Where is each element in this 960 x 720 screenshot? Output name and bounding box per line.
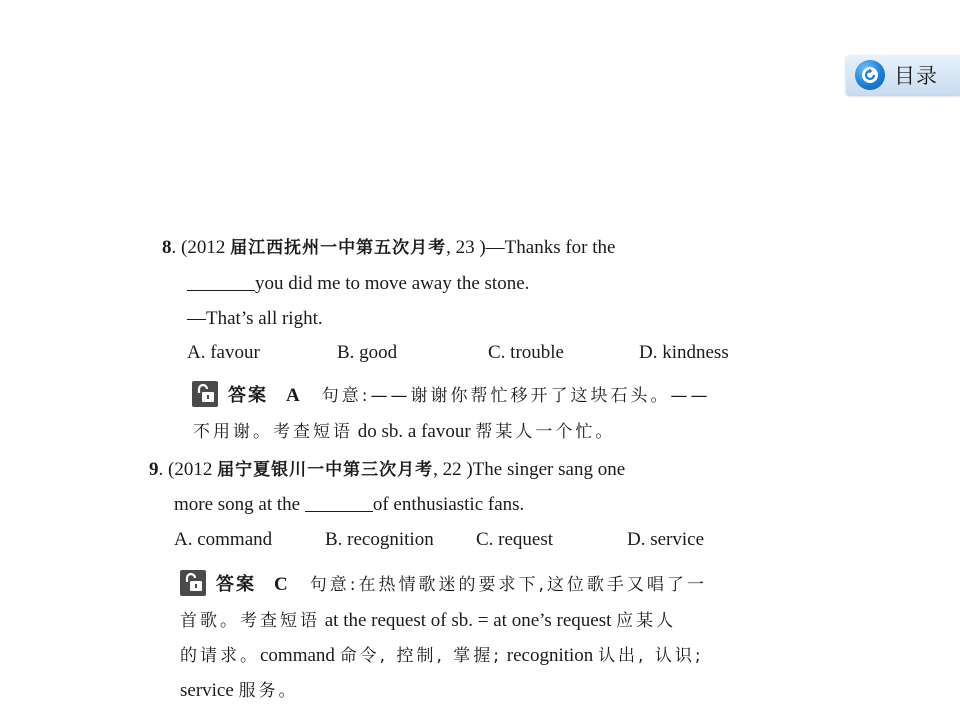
q8-stem-3: —That’s all right. <box>187 308 323 329</box>
q9-answer-label: 答案 <box>216 574 256 595</box>
q9-explain-3e: 认出, 认识; <box>598 646 704 666</box>
toc-label: 目录 <box>894 64 938 88</box>
q9-answer-letter: C <box>274 574 288 595</box>
q9-explain-3a: 的请求。 <box>180 646 260 666</box>
q9-stem-2a: more song at the <box>174 494 305 515</box>
q9-number: 9 <box>149 459 159 480</box>
q9-explain-3c: 命令, 控制, 掌握; <box>339 646 503 666</box>
q8-option-b: B. good <box>337 342 398 363</box>
q9-explain-4b: 服务。 <box>238 681 299 701</box>
q9-source-open: . (2012 <box>158 459 218 480</box>
q8-answer-letter: A <box>286 385 300 406</box>
q8-blank <box>187 272 255 291</box>
q8-source-zh: 届江西抚州一中第五次月考 <box>230 238 447 258</box>
q9-explain-3d: recognition <box>502 645 599 666</box>
q9-source-close: , 22 ) <box>433 459 473 480</box>
q9-stem-1: The singer sang one <box>472 459 626 480</box>
q8-answer-line <box>192 381 710 408</box>
q9-explain-line-4 <box>180 679 299 703</box>
q9-option-c: C. request <box>476 529 554 550</box>
q8-option-d: D. kindness <box>639 342 729 363</box>
q8-number: 8 <box>162 237 172 258</box>
q8-explain-2b: do sb. a favour <box>353 421 476 442</box>
q9-explain-2c: 应某人 <box>616 611 677 631</box>
q8-option-a: A. favour <box>187 342 260 363</box>
toc-button[interactable] <box>846 55 960 95</box>
q8-explain-1: 句意:——谢谢你帮忙移开了这块石头。—— <box>321 386 711 406</box>
q9-header <box>149 458 625 482</box>
q8-explain-2c: 帮某人一个忙。 <box>475 422 616 442</box>
q8-header <box>162 236 615 260</box>
q8-stem-1: —Thanks for the <box>485 237 616 258</box>
q8-explain-2a: 不用谢。考查短语 <box>193 422 353 442</box>
q8-stem-line-2 <box>187 272 529 296</box>
q9-explain-line-3 <box>180 644 704 668</box>
q9-explain-2a: 首歌。考查短语 <box>180 611 320 631</box>
q9-answer-line <box>180 570 707 597</box>
unlock-icon <box>192 381 218 407</box>
q9-explain-4a: service <box>180 680 239 701</box>
q8-option-c: C. trouble <box>488 342 564 363</box>
q9-explain-1: 句意:在热情歌迷的要求下,这位歌手又唱了一 <box>309 575 707 595</box>
refresh-circle-icon <box>855 60 885 90</box>
q9-option-a: A. command <box>174 529 273 550</box>
q8-source-open: . (2012 <box>171 237 231 258</box>
q8-source-close: , 23 ) <box>446 237 486 258</box>
q9-blank <box>305 493 373 512</box>
unlock-icon <box>180 570 206 596</box>
q8-explain-line-2 <box>193 420 615 444</box>
q9-option-d: D. service <box>627 529 705 550</box>
q9-explain-3b: command <box>260 645 340 666</box>
q9-stem-line-2 <box>174 493 524 517</box>
q9-option-b: B. recognition <box>325 529 434 550</box>
q8-stem-2: you did me to move away the stone. <box>255 273 530 294</box>
q9-explain-line-2 <box>180 609 676 633</box>
q9-explain-2b: at the request of sb. = at one’s request <box>320 610 617 631</box>
q8-answer-label: 答案 <box>228 385 268 406</box>
q9-source-zh: 届宁夏银川一中第三次月考 <box>217 460 434 480</box>
q9-stem-2b: of enthusiastic fans. <box>372 494 525 515</box>
